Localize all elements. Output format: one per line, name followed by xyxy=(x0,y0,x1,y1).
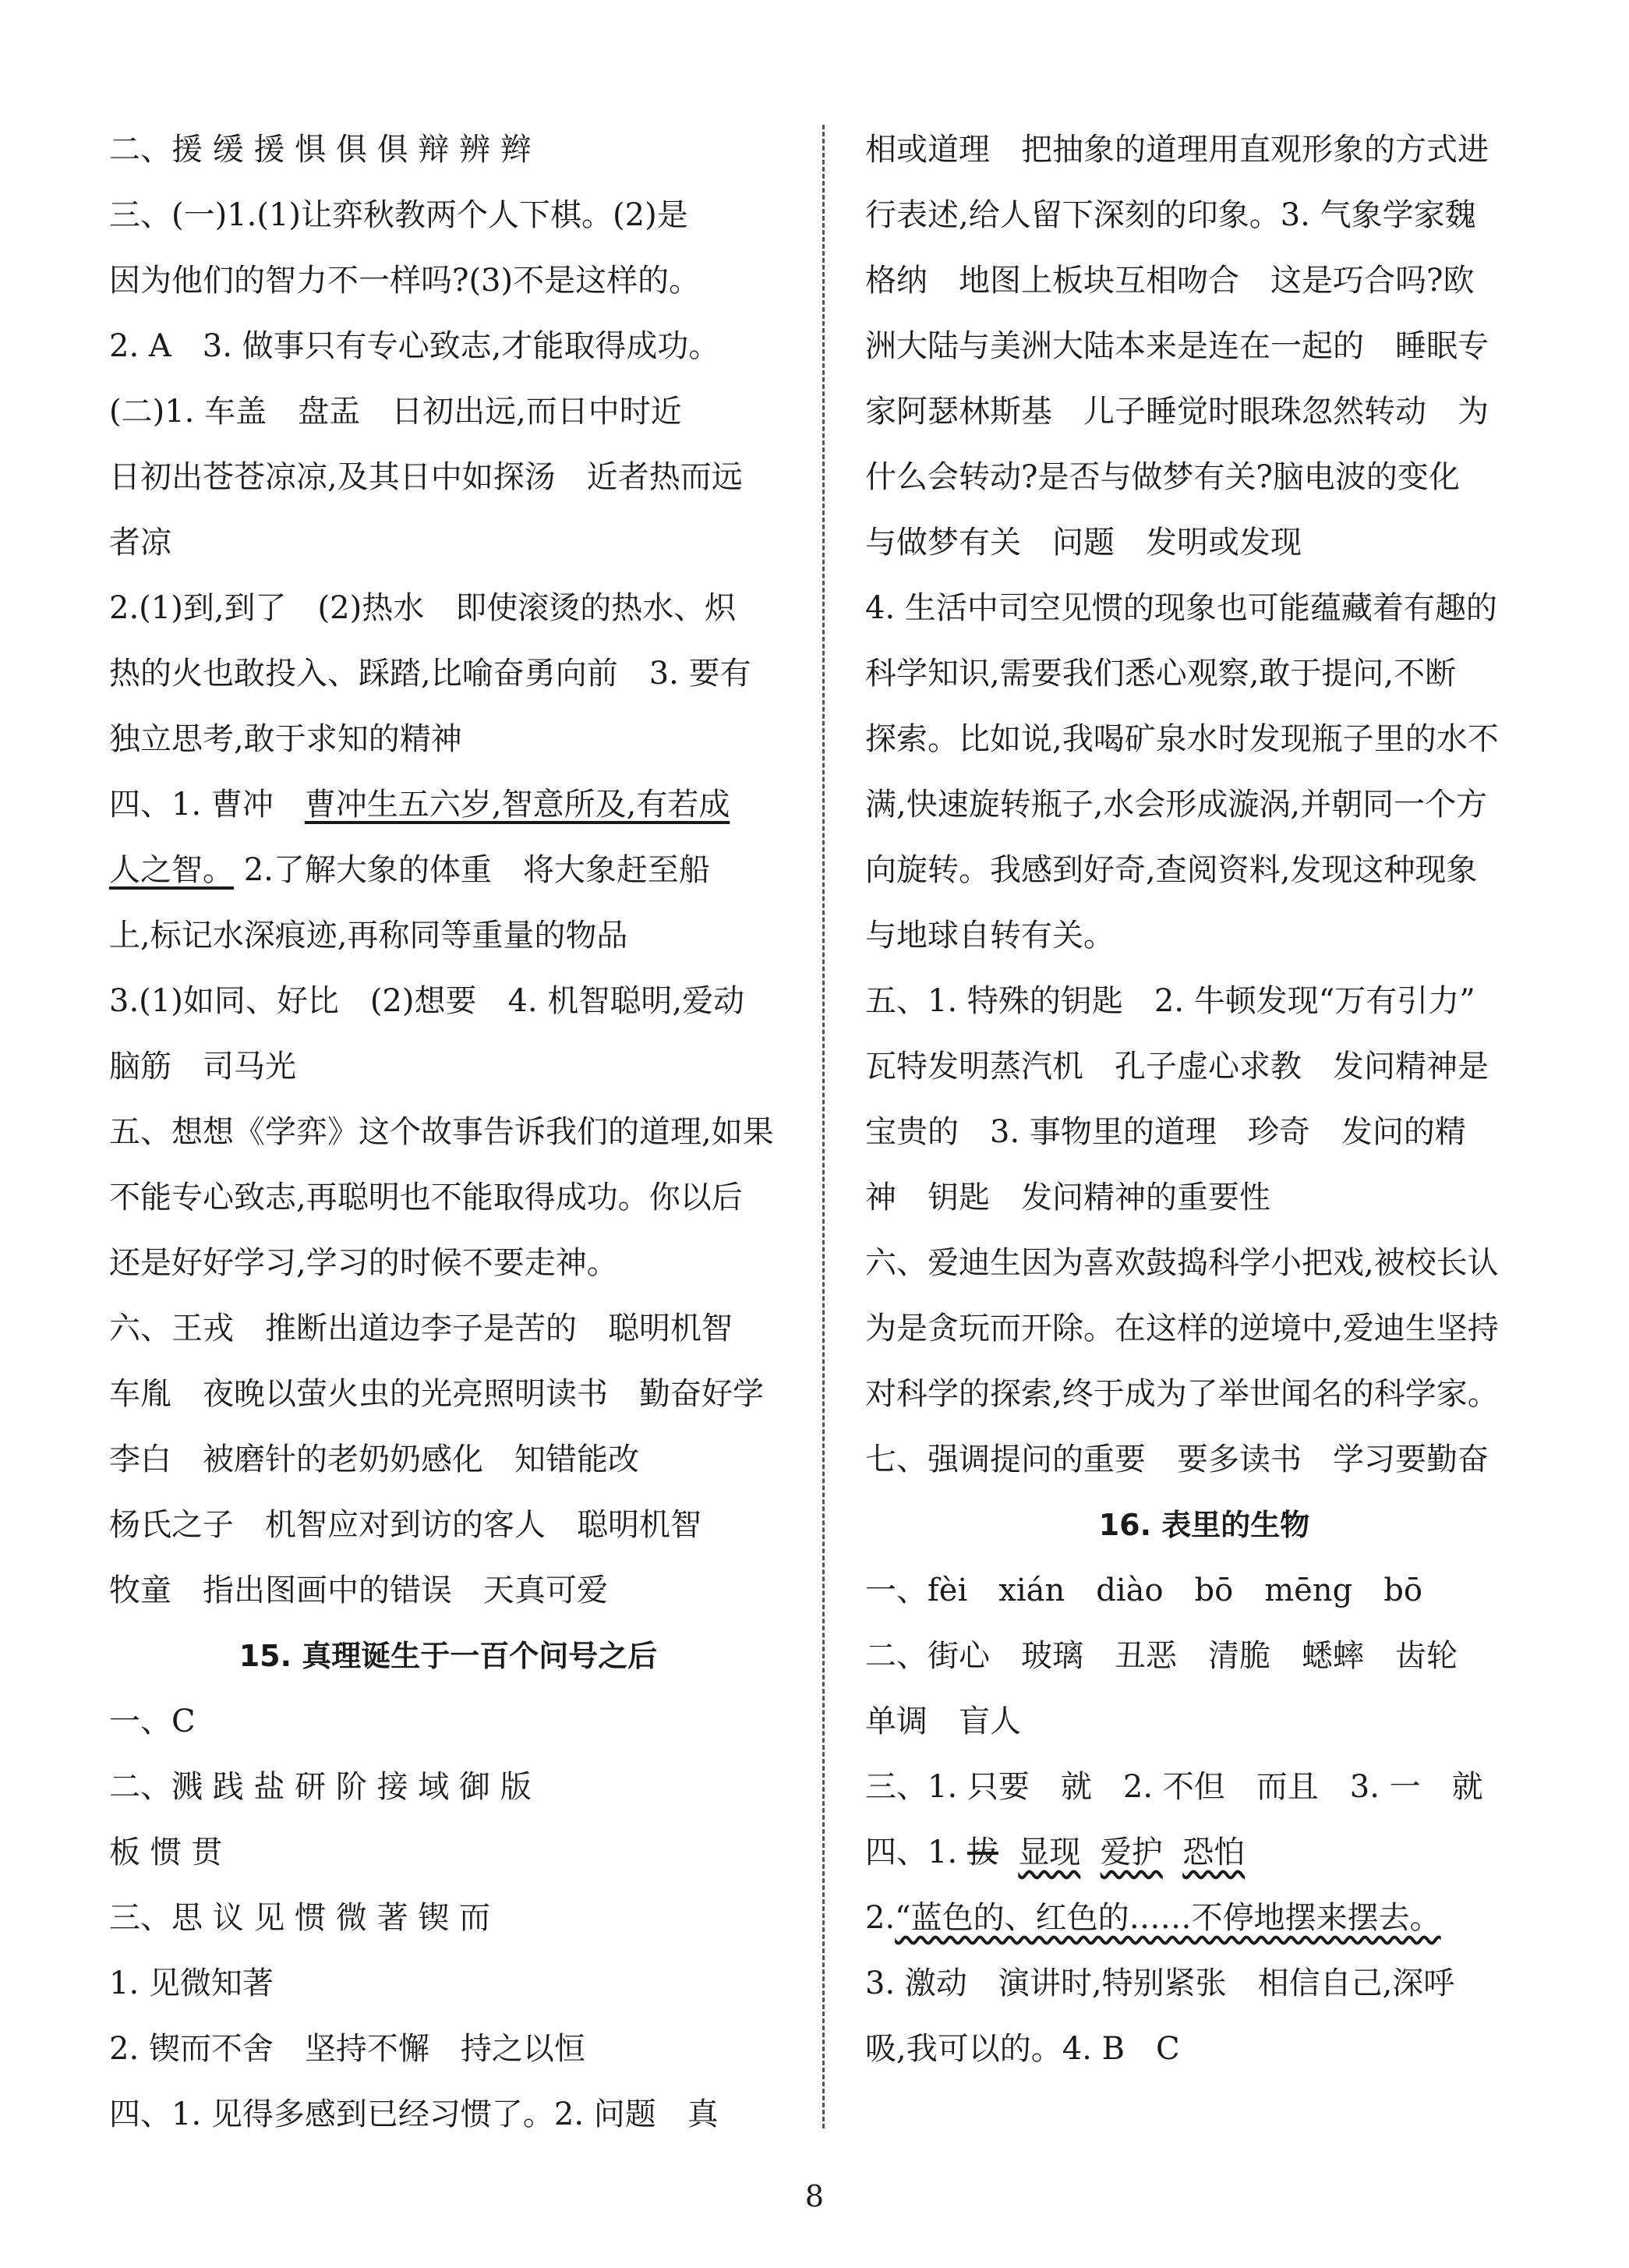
struck-word: 拔 xyxy=(966,1835,998,1870)
text-line: 三、1. 只要 就 2. 不但 而且 3. 一 就 xyxy=(865,1769,1483,1805)
text-line: 一、fèi xián diào bō mēng bō xyxy=(865,1573,1422,1608)
text-line: 板 惯 贯 xyxy=(109,1835,223,1870)
text-line: 3. 激动 演讲时,特别紧张 相信自己,深呼 xyxy=(865,1965,1455,2001)
wavy-sentence: “蓝色的、红色的……不停地摆来摆去。 xyxy=(895,1900,1441,1936)
text-line: 六、爱迪生因为喜欢鼓捣科学小把戏,被校长认 xyxy=(865,1245,1499,1281)
text-line: 相或道理 把抽象的道理用直观形象的方式进 xyxy=(865,132,1489,168)
underlined-answer: 曹冲生五六岁,智意所及,有若成 xyxy=(304,787,730,823)
text-line: 吸,我可以的。4. B C xyxy=(865,2031,1180,2067)
text-line: 3.(1)如同、好比 (2)想要 4. 机智聪明,爱动 xyxy=(109,983,745,1019)
text-line: 三、思 议 见 惯 微 著 锲 而 xyxy=(109,1900,491,1936)
text-line: 瓦特发明蒸汽机 孔子虚心求教 发问精神是 xyxy=(865,1049,1489,1084)
text-line: 二、援 缓 援 惧 俱 俱 辩 辨 辫 xyxy=(109,132,532,168)
text-line: 行表述,给人留下深刻的印象。3. 气象学家魏 xyxy=(865,197,1476,233)
q4-2-prefix: 2. xyxy=(865,1900,896,1936)
text-line: 一、C xyxy=(109,1704,196,1739)
text-line: 车胤 夜晚以萤火虫的光亮照明读书 勤奋好学 xyxy=(109,1376,764,1412)
right-column xyxy=(865,117,1543,2082)
text-line: 什么会转动?是否与做梦有关?脑电波的变化 xyxy=(865,459,1460,495)
text-line xyxy=(865,1820,1543,1885)
text-line: 者凉 xyxy=(109,525,171,561)
text-line: 二、街心 玻璃 丑恶 清脆 蟋蟀 齿轮 xyxy=(865,1638,1458,1674)
text-line: 六、王戎 推断出道边李子是苦的 聪明机智 xyxy=(109,1311,733,1346)
text-line: 杨氏之子 机智应对到访的客人 聪明机智 xyxy=(109,1507,701,1543)
q4-prefix: 四、1. xyxy=(865,1835,958,1870)
left-column xyxy=(109,117,787,2147)
text-line: 向旋转。我感到好奇,查阅资料,发现这种现象 xyxy=(865,852,1478,888)
text-line: 宝贵的 3. 事物里的道理 珍奇 发问的精 xyxy=(865,1114,1466,1150)
text-line: 家阿瑟林斯基 儿子睡觉时眼珠忽然转动 为 xyxy=(865,394,1489,430)
text-line: 2.(1)到,到了 (2)热水 即使滚烫的热水、炽 xyxy=(109,590,737,626)
text-line: 七、强调提问的重要 要多读书 学习要勤奋 xyxy=(865,1442,1489,1477)
text-line: 三、(一)1.(1)让弈秋教两个人下棋。(2)是 xyxy=(109,197,688,233)
text-line: 探索。比如说,我喝矿泉水时发现瓶子里的水不 xyxy=(865,721,1499,757)
wavy-word: 爱护 xyxy=(1100,1835,1163,1870)
text-line: 四、1. 见得多感到已经习惯了。2. 问题 真 xyxy=(109,2096,719,2132)
text-line: 与地球自转有关。 xyxy=(865,918,1115,954)
text-line: 4. 生活中司空见惯的现象也可能蕴藏着有趣的 xyxy=(865,590,1497,626)
wavy-word: 显现 xyxy=(1018,1835,1081,1870)
text-line xyxy=(109,837,787,903)
text-line: 五、1. 特殊的钥匙 2. 牛顿发现“万有引力” xyxy=(865,983,1475,1019)
text-line: 还是好好学习,学习的时候不要走神。 xyxy=(109,1245,618,1281)
text-line xyxy=(865,1885,1543,1951)
text-line: 脑筋 司马光 xyxy=(109,1049,296,1084)
text-line: 单调 盲人 xyxy=(865,1704,1021,1739)
text-line: 不能专心致志,再聪明也不能取得成功。你以后 xyxy=(109,1180,743,1215)
q4-rest: 2.了解大象的体重 将大象赶至船 xyxy=(234,852,710,888)
text-line: (二)1. 车盖 盘盂 日初出远,而日中时近 xyxy=(109,394,682,430)
text-line: 洲大陆与美洲大陆本来是连在一起的 睡眠专 xyxy=(865,328,1489,364)
text-line: 独立思考,敢于求知的精神 xyxy=(109,721,462,757)
text-line: 日初出苍苍凉凉,及其日中如探汤 近者热而远 xyxy=(109,459,743,495)
text-line: 与做梦有关 问题 发明或发现 xyxy=(865,525,1302,561)
text-line: 1. 见微知著 xyxy=(109,1965,274,2001)
text-line: 为是贪玩而开除。在这样的逆境中,爱迪生坚持 xyxy=(865,1311,1499,1346)
text-line: 热的火也敢投入、踩踏,比喻奋勇向前 3. 要有 xyxy=(109,656,751,692)
text-line: 2. 锲而不舍 坚持不懈 持之以恒 xyxy=(109,2031,585,2067)
text-line: 科学知识,需要我们悉心观察,敢于提问,不断 xyxy=(865,656,1457,692)
text-line: 神 钥匙 发问精神的重要性 xyxy=(865,1180,1270,1215)
wavy-word: 恐怕 xyxy=(1182,1835,1246,1870)
text-line: 对科学的探索,终于成为了举世闻名的科学家。 xyxy=(865,1376,1499,1412)
text-line: 二、溅 践 盐 研 阶 接 域 御 版 xyxy=(109,1769,532,1805)
text-line: 李白 被磨针的老奶奶感化 知错能改 xyxy=(109,1442,639,1477)
underlined-answer-end: 人之智。 xyxy=(109,852,234,888)
text-line xyxy=(109,772,787,837)
text-line: 格纳 地图上板块互相吻合 这是巧合吗?欧 xyxy=(865,263,1475,299)
column-divider xyxy=(822,125,825,2128)
text-line: 五、想想《学弈》这个故事告诉我们的道理,如果 xyxy=(109,1114,774,1150)
text-line: 因为他们的智力不一样吗?(3)不是这样的。 xyxy=(109,263,701,299)
text-line: 2. A 3. 做事只有专心致志,才能取得成功。 xyxy=(109,328,720,364)
page-number: 8 xyxy=(804,2179,825,2213)
section-heading: 15. 真理诞生于一百个问号之后 xyxy=(239,1639,658,1673)
text-line: 牧童 指出图画中的错误 天真可爱 xyxy=(109,1573,608,1608)
text-line: 满,快速旋转瓶子,水会形成漩涡,并朝同一个方 xyxy=(865,787,1488,823)
text-line: 上,标记水深痕迹,再称同等重量的物品 xyxy=(109,918,628,954)
q4-prefix: 四、1. 曹冲 xyxy=(109,787,305,823)
section-heading: 16. 表里的生物 xyxy=(1098,1508,1310,1542)
